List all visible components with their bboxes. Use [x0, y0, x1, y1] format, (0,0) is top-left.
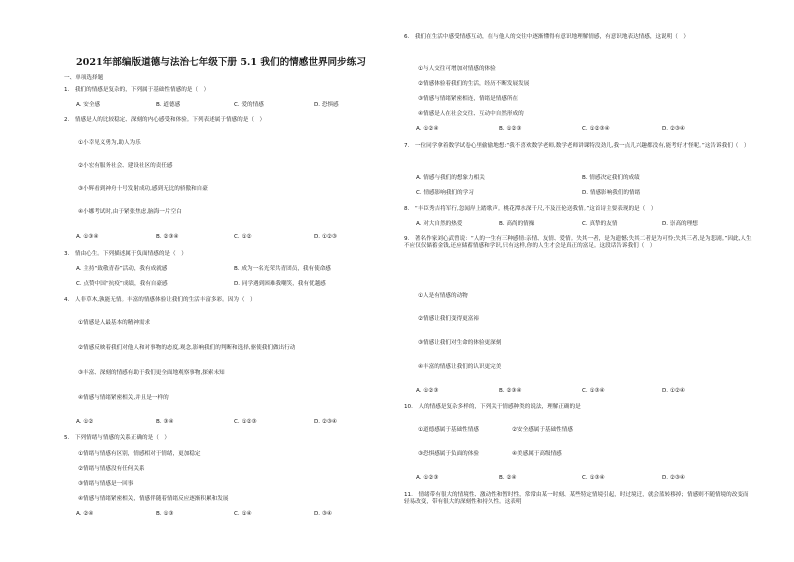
question-10-item-4: ④美感属于高级情感: [512, 451, 562, 457]
question-9-option-c: C. ①③④: [582, 388, 605, 394]
question-4-item-3: ③丰富、深刻的情感有助于我们更全面地观察事物,探索未知: [78, 370, 225, 376]
question-6-option-a: A. ①②④: [416, 126, 439, 132]
question-11-stem: 11. 情绪带有很大的情境性、激动性和暂时性，常常由某一时刻、某些特定情境引起，时过境迁，就会蓝转移掉；情感则不随情境的改变而轻易改变，带有很大的深刻性和持久性。这表明: [404, 492, 749, 505]
question-9-item-4: ④丰富的情感让我们的认识更完美: [418, 364, 502, 370]
question-8-option-c: C. 真挚的友情: [582, 221, 618, 227]
question-5-stem: 5. 下列情绪与情感的关系正确的是（ ）: [64, 435, 171, 441]
question-3-option-c: C. 点赞中国“抗疫”成绩，我有自豪感: [76, 281, 168, 287]
question-9-item-3: ③情感让我们对生命的体验更深刻: [418, 340, 502, 346]
question-9-option-d: D. ①②④: [662, 388, 685, 394]
question-4-option-c: C. ①②③: [234, 419, 257, 425]
question-6-stem: 6. 我们在生活中感受情感互动，在与他人的交往中逐渐懂得有意识地理解情感，有意识地表达情感，这说明（ ）: [404, 34, 690, 40]
question-1-option-d: D. 恐惧感: [314, 102, 339, 108]
question-9-option-b: B. ②③④: [499, 388, 522, 394]
question-6-option-c: C. ①②③④: [582, 126, 610, 132]
question-5-option-b: B. ①③: [156, 511, 174, 517]
question-10-stem: 10. 人的情感是复杂多样的，下列关于情感种类的说法，理解正确的是: [404, 404, 581, 410]
question-8-option-a: A. 对大自然的热爱: [416, 221, 463, 227]
question-1-option-a: A. 安全感: [76, 102, 101, 108]
question-9-item-2: ②情感让我们变得更富裕: [418, 316, 479, 322]
question-3-stem: 3. 情由心生。下列描述属于负面情感的是（ ）: [64, 251, 187, 257]
question-10-option-d: D. ②③④: [662, 475, 685, 481]
question-5-item-1: ①情绪与情感有区别，情感相对于情绪，更加稳定: [78, 451, 201, 457]
question-2-option-c: C. ①②: [234, 234, 252, 240]
question-1-option-b: B. 道德感: [156, 102, 181, 108]
question-8-option-b: B. 高尚的情操: [499, 221, 535, 227]
question-6-item-3: ③情感与情绪紧密相连，情绪是情感所在: [418, 96, 519, 102]
question-5-item-4: ④情感与情绪紧密相关，情感伴随着情绪反应逐渐积累和发展: [78, 496, 229, 502]
question-6-item-4: ④情感是人在社会交往、互动中自然形成的: [418, 111, 524, 117]
question-7-option-c: C. 情感影响我们的学习: [416, 190, 474, 196]
question-6-item-2: ②情感体验着我们的生活，经历不断发展发展: [418, 81, 530, 87]
section-heading: 一、单项选择题: [64, 75, 104, 81]
question-10-item-3: ③恐惧感属于负面的体验: [418, 451, 479, 457]
question-7-option-d: D. 情感影响我们的情绪: [582, 190, 641, 196]
question-9-stem: 9. 著名作家刘心武曾说：“人的一生有三种感情:亲情、友情、爱情。失其一者，是为遗憾;失其二者是为可怜;失其三者,是为悲剧。”因此,人生不应仅仅储蓄金钱,还应储蓄情感和学识,只有这样,你的人生才会是真正的富足。这段话告诉我们（ ）: [404, 236, 752, 249]
question-2-option-a: A. ①③④: [76, 234, 99, 240]
question-3-option-b: B. 成为一名光荣共青团员，我有使命感: [234, 266, 331, 272]
question-6-option-b: B. ①②③: [499, 126, 522, 132]
question-6-option-d: D. ②③④: [662, 126, 685, 132]
question-9-option-a: A. ①②③: [416, 388, 439, 394]
question-5-item-2: ②情绪与情感没有任何关系: [78, 466, 145, 472]
question-10-option-b: B. ②④: [499, 475, 517, 481]
question-7-option-b: B. 情感决定我们的成绩: [582, 175, 640, 181]
question-5-option-c: C. ①④: [234, 511, 252, 517]
question-2-option-d: D. ①②③: [314, 234, 337, 240]
question-9-item-1: ①人是有情感的动物: [418, 293, 468, 299]
question-2-item-3: ③小辉看到神舟十号发射成功,感到无比的骄傲和自豪: [78, 186, 208, 192]
question-4-item-1: ①情感是人最基本的精神需求: [78, 320, 151, 326]
question-8-stem: 8. “丰臣秀吉将军行,忽闻岸上踏歌声。桃花潭水深千尺,不及汪伦送我情。”这首诗主要表现的是（ ）: [404, 206, 657, 212]
question-5-item-3: ③情绪与情感是一回事: [78, 481, 134, 487]
question-10-item-1: ①道德感属于基础性情感: [418, 427, 479, 433]
question-2-item-1: ①小幸见义勇为,助人为乐: [78, 140, 141, 146]
question-4-stem: 4. 人非草木,孰能无情。丰富的情感体验让我们的生活丰富多彩。因为（ ）: [64, 297, 256, 303]
question-2-item-2: ②小宏有服务社会、建设社区的责任感: [78, 163, 173, 169]
question-4-option-d: D. ②③④: [314, 419, 337, 425]
question-4-option-a: A. ①②: [76, 419, 94, 425]
question-8-option-d: D. 崇高的理想: [662, 221, 698, 227]
question-2-item-4: ④小娜考试时,由于紧张焦虑,脑海一片空白: [78, 209, 182, 215]
question-3-option-a: A. 主持“致敬青春”活动，我有成就感: [76, 266, 168, 272]
question-7-option-a: A. 情感与我们的想象力相关: [416, 175, 485, 181]
question-10-option-a: A. ①②③: [416, 475, 439, 481]
question-7-stem: 7. 一位同学拿着数学试卷心里偷偷地想:“我不喜欢数学老师,数学老师讲课特没劲儿,我一点儿兴趣都没有,能考好才怪呢。”这告诉我们（ ）: [404, 143, 750, 149]
question-6-item-1: ①与人交往可增加对情感的体验: [418, 66, 496, 72]
question-5-option-d: D. ③④: [314, 511, 332, 517]
question-1-stem: 1. 我们的情感是复杂的，下列属于基础性情感的是（ ）: [64, 87, 210, 93]
question-3-option-d: D. 同学遇到困难我嘲笑，我有优越感: [234, 281, 326, 287]
question-5-option-a: A. ②④: [76, 511, 94, 517]
question-2-stem: 2. 情感是人的比较稳定、深刻的内心感受和体验。下列表述属于情感的是（ ）: [64, 117, 266, 123]
question-2-option-b: B. ②③④: [156, 234, 179, 240]
question-4-item-4: ④情感与情绪紧密相关,并且是一样的: [78, 395, 169, 401]
question-10-item-2: ②安全感属于基础性情感: [512, 427, 573, 433]
question-10-option-c: C. ①③④: [582, 475, 605, 481]
page-title: 2021年部编版道德与法治七年级下册 5.1 我们的情感世界同步练习: [76, 57, 366, 68]
question-4-option-b: B. ③④: [156, 419, 174, 425]
question-4-item-2: ②情感反映着我们对他人和对事物的态度,观念,影响我们的判断和选择,驱使我们做出行动: [78, 345, 296, 351]
question-1-option-c: C. 爱的情感: [234, 102, 264, 108]
